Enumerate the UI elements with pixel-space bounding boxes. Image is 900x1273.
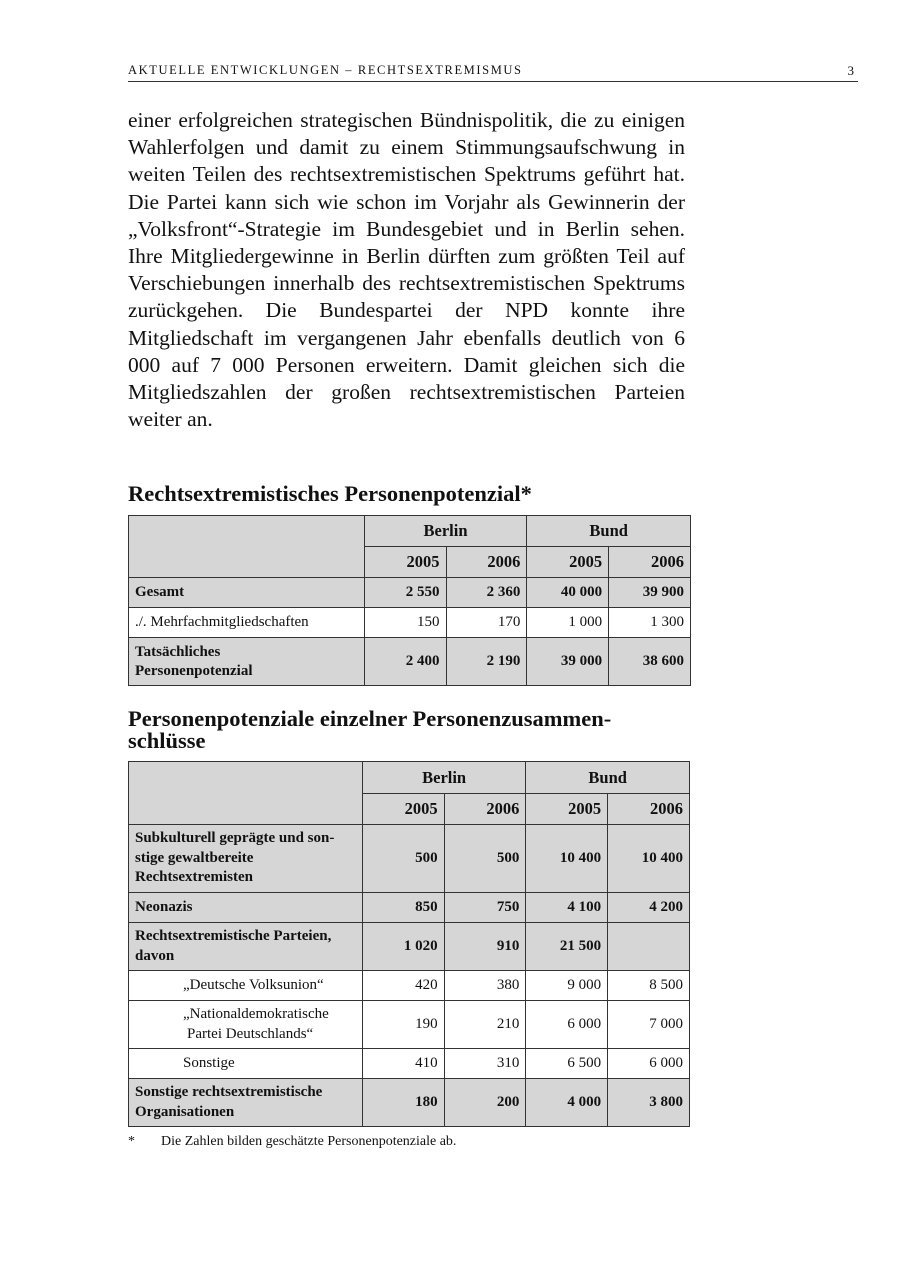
row-label-line: Partei Deutschlands“ xyxy=(187,1025,314,1042)
cell-value: 6 000 xyxy=(608,1049,690,1079)
group-header-berlin: Berlin xyxy=(362,762,526,794)
year-header: 2006 xyxy=(609,547,691,578)
row-label-line: Tatsächliches xyxy=(135,643,221,660)
cell-value: 1 020 xyxy=(362,923,444,971)
row-label xyxy=(129,1079,363,1127)
table-header-row xyxy=(129,762,690,794)
cell-value: 10 400 xyxy=(526,825,608,893)
group-header-bund: Bund xyxy=(527,516,691,547)
row-label-line: „Nationaldemokratische xyxy=(183,1006,329,1022)
year-header: 2006 xyxy=(444,794,526,825)
cell-value xyxy=(608,923,690,971)
year-header: 2006 xyxy=(608,794,690,825)
cell-value: 4 000 xyxy=(526,1079,608,1127)
group-header-berlin: Berlin xyxy=(364,516,527,547)
table1-title: Rechtsextremistisches Personenpotenzial* xyxy=(128,481,532,506)
cell-value: 410 xyxy=(362,1049,444,1079)
row-label: ./. Mehrfachmitgliedschaften xyxy=(129,608,365,638)
table-row xyxy=(129,1049,690,1079)
table-row xyxy=(129,971,690,1001)
row-label-line: Sonstige rechtsextremistische xyxy=(135,1084,323,1100)
cell-value: 7 000 xyxy=(608,1001,690,1049)
table-row xyxy=(129,923,690,971)
personenpotenzial-table xyxy=(128,515,691,686)
year-header: 2005 xyxy=(364,547,446,578)
cell-value: 200 xyxy=(444,1079,526,1127)
row-label-line: Organisationen xyxy=(135,1103,235,1120)
table-row xyxy=(129,893,690,923)
cell-value: 39 900 xyxy=(609,578,691,608)
row-label-line: Subkulturell geprägte und son- xyxy=(135,830,335,847)
cell-value: 310 xyxy=(444,1049,526,1079)
cell-value: 380 xyxy=(444,971,526,1001)
cell-value: 850 xyxy=(362,893,444,923)
table-row xyxy=(129,1001,690,1049)
table-row xyxy=(129,578,691,608)
cell-value: 3 800 xyxy=(608,1079,690,1127)
cell-value: 750 xyxy=(444,893,526,923)
cell-value: 6 000 xyxy=(526,1001,608,1049)
cell-value: 180 xyxy=(362,1079,444,1127)
cell-value: 2 360 xyxy=(446,578,527,608)
body-paragraph: einer erfolgreichen strategischen Bündnispolitik, die zu einigen Wahlerfolgen und damit zu einem Stimmungsaufschwung in weiten Teilen des rechtsextremistischen Spektrums geführt hat. Die Partei kann sich wie schon im Vorjahr als Gewinnerin der „Volksfront“-Strategie im Bundesgebiet und in Berlin sehen. Ihre Mitgliedergewinne in Berlin dürften zum größten Teil auf Verschiebungen innerhalb des rechtsextremistischen Spektrums zurückgehen. Die Bundespartei der NPD konnte ihre Mitgliedschaft im vergangenen Jahr ebenfalls deutlich von 6 000 auf 7 000 Personen erweitern. Damit gleichen sich die Mitgliedszahlen der großen rechtsextremistischen Parteien weiter an. xyxy=(128,108,685,432)
cell-value: 1 300 xyxy=(609,608,691,638)
row-label: Gesamt xyxy=(129,578,365,608)
cell-value: 500 xyxy=(444,825,526,893)
cell-value: 4 100 xyxy=(526,893,608,923)
cell-value: 40 000 xyxy=(527,578,609,608)
cell-value: 9 000 xyxy=(526,971,608,1001)
cell-value: 420 xyxy=(362,971,444,1001)
cell-value: 4 200 xyxy=(608,893,690,923)
footnote xyxy=(128,1134,456,1150)
row-label xyxy=(129,825,363,893)
page-number: 3 xyxy=(847,63,854,78)
row-label-line: stige gewaltbereite xyxy=(135,849,254,866)
running-title: AKTUELLE ENTWICKLUNGEN – RECHTSEXTREMISMUS xyxy=(128,63,523,77)
table2-title xyxy=(128,708,688,752)
table-header-row xyxy=(129,516,691,547)
row-label-line: davon xyxy=(135,947,175,964)
row-label-line: Rechtsextremisten xyxy=(135,869,254,886)
cell-value: 1 000 xyxy=(527,608,609,638)
table2-title-line: Personenpotenziale einzelner Personenzusammen- xyxy=(128,706,612,731)
cell-value: 2 400 xyxy=(364,638,446,686)
row-label: „Deutsche Volksunion“ xyxy=(129,971,363,1001)
personenzusammenschluesse-table xyxy=(128,761,690,1127)
cell-value: 2 190 xyxy=(446,638,527,686)
year-header: 2005 xyxy=(526,794,608,825)
cell-value: 190 xyxy=(362,1001,444,1049)
table-corner-cell xyxy=(129,762,363,825)
table-row xyxy=(129,825,690,893)
cell-value: 10 400 xyxy=(608,825,690,893)
cell-value: 21 500 xyxy=(526,923,608,971)
cell-value: 38 600 xyxy=(609,638,691,686)
row-label: Sonstige xyxy=(129,1049,363,1079)
cell-value: 910 xyxy=(444,923,526,971)
row-label-line: Rechtsextremistische Parteien, xyxy=(135,928,332,944)
table-row xyxy=(129,608,691,638)
year-header: 2005 xyxy=(362,794,444,825)
footnote-text: Die Zahlen bilden geschätzte Personenpotenziale ab. xyxy=(161,1134,457,1149)
running-header xyxy=(128,63,858,82)
year-header: 2006 xyxy=(446,547,527,578)
cell-value: 170 xyxy=(446,608,527,638)
table-corner-cell xyxy=(129,516,365,578)
cell-value: 210 xyxy=(444,1001,526,1049)
cell-value: 8 500 xyxy=(608,971,690,1001)
table2-title-line: schlüsse xyxy=(128,728,206,753)
table-row xyxy=(129,1079,690,1127)
table-row xyxy=(129,638,691,686)
row-label: Neonazis xyxy=(129,893,363,923)
row-label xyxy=(129,638,365,686)
year-header: 2005 xyxy=(527,547,609,578)
cell-value: 500 xyxy=(362,825,444,893)
cell-value: 39 000 xyxy=(527,638,609,686)
row-label xyxy=(129,1001,363,1049)
cell-value: 6 500 xyxy=(526,1049,608,1079)
cell-value: 150 xyxy=(364,608,446,638)
group-header-bund: Bund xyxy=(526,762,690,794)
row-label-line: Personenpotenzial xyxy=(135,662,253,679)
footnote-marker: * xyxy=(128,1134,135,1149)
row-label xyxy=(129,923,363,971)
cell-value: 2 550 xyxy=(364,578,446,608)
